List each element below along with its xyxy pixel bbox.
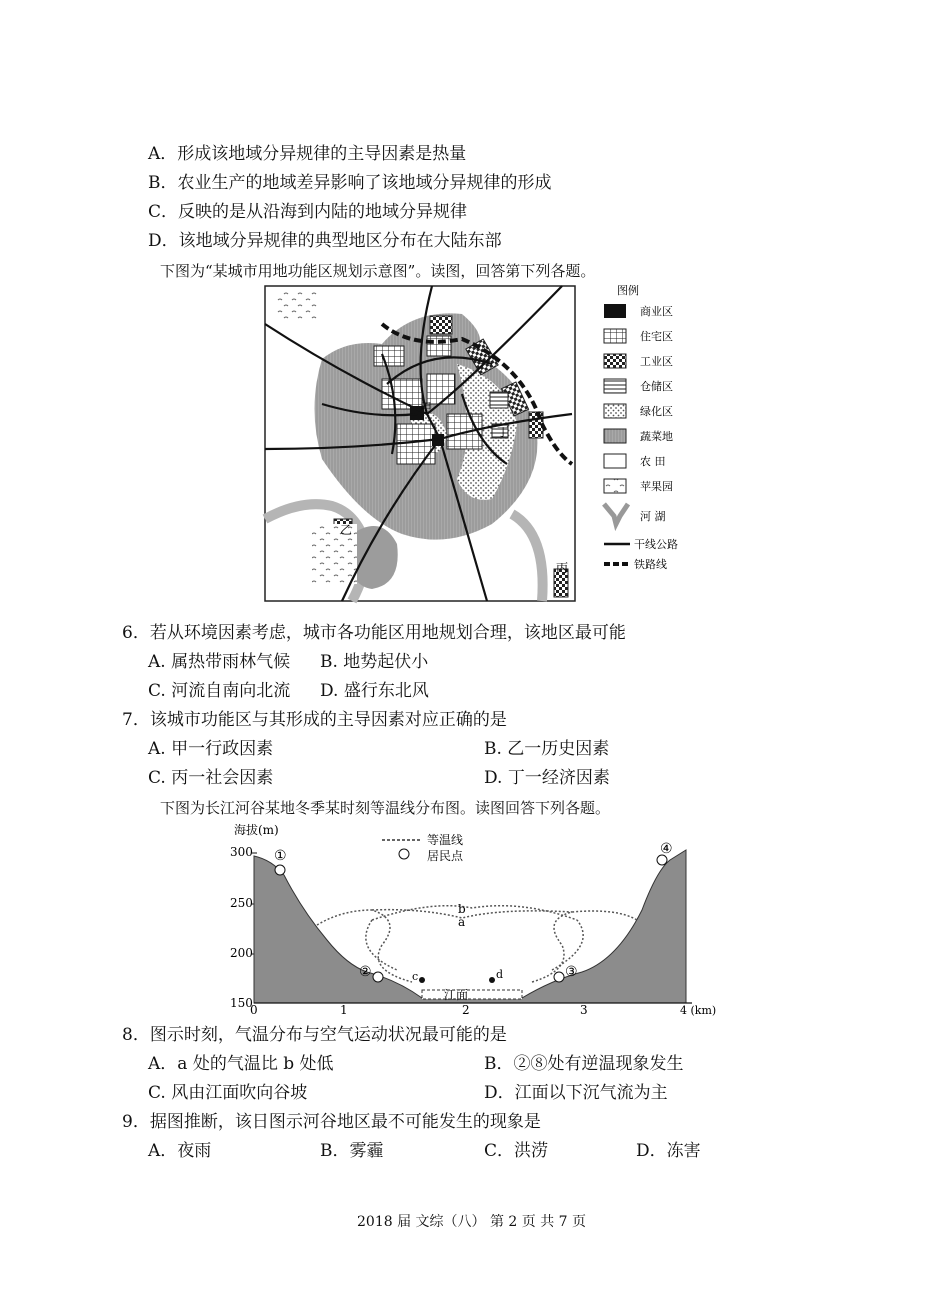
q8-option-a: A．a 处的气温比 b 处低 (148, 1054, 334, 1074)
label-bing: 丙 (556, 561, 569, 575)
q5-option-a: A．形成该地域分异规律的主导因素是热量 (148, 144, 467, 164)
q8-option-b: B．②⑧处有逆温现象发生 (484, 1054, 684, 1074)
q9-option-c: C．洪涝 (484, 1141, 549, 1161)
page-footer: 2018 届 文综（八） 第 2 页 共 7 页 (357, 1214, 587, 1230)
river-surface (422, 990, 522, 999)
svg-text:0: 0 (250, 1003, 258, 1016)
svg-text:3: 3 (580, 1003, 588, 1016)
q9-option-a: A．夜雨 (148, 1141, 212, 1161)
q7-option-d: D. 丁一经济因素 (484, 768, 610, 788)
q6-option-c: C. 河流自南向北流 (148, 681, 291, 701)
svg-text:蔬菜地: 蔬菜地 (640, 430, 673, 443)
svg-text:d: d (496, 968, 504, 981)
city-land-use-map (262, 284, 700, 604)
q5-option-c: C．反映的是从沿海到内陆的地域分异规律 (148, 202, 468, 222)
svg-text:c: c (412, 970, 419, 983)
q6-option-d: D. 盛行东北风 (320, 681, 429, 701)
point-d (489, 977, 495, 983)
settlement-3: ③ (565, 964, 578, 980)
isotherm-b (366, 906, 583, 970)
svg-text:200: 200 (230, 946, 253, 960)
legend-title: 图例 (617, 284, 639, 297)
label-yi: 乙 (340, 523, 353, 537)
curve-a-label: a (458, 915, 466, 929)
svg-text:250: 250 (230, 896, 253, 910)
intro-valley: 下图为长江河谷某地冬季某时刻等温线分布图。读图回答下列各题。 (160, 799, 611, 817)
q7-stem: 7．该城市功能区与其形成的主导因素对应正确的是 (122, 710, 507, 730)
river-label: 江面 (444, 988, 469, 1002)
q5-option-d: D．该地域分异规律的典型地区分布在大陆东部 (148, 231, 502, 251)
svg-text:绿化区: 绿化区 (640, 405, 673, 418)
valley-isotherm-diagram (222, 820, 732, 1016)
q9-option-d: D．冻害 (636, 1141, 701, 1161)
q8-option-c: C. 风由江面吹向谷坡 (148, 1083, 308, 1103)
svg-text:农 田: 农 田 (640, 455, 666, 468)
svg-text:干线公路: 干线公路 (634, 538, 678, 551)
svg-text:铁路线: 铁路线 (634, 558, 667, 571)
svg-text:2: 2 (462, 1003, 470, 1016)
q8-stem: 8．图示时刻，气温分布与空气运动状况最可能的是 (122, 1025, 507, 1045)
q5-option-b: B．农业生产的地域差异影响了该地域分异规律的形成 (148, 173, 552, 193)
legend-settlement: 居民点 (427, 849, 464, 863)
q7-option-b: B. 乙一历史因素 (484, 739, 610, 759)
label-jia: 甲 (420, 401, 433, 415)
map-legend (604, 284, 678, 571)
valley-ground (254, 850, 686, 1003)
q7-option-a: A. 甲一行政因素 (148, 739, 274, 759)
q6-option-a: A. 属热带雨林气候 (148, 652, 291, 672)
label-ding: 丁 (497, 425, 510, 439)
settlement-4: ④ (660, 841, 673, 857)
q8-option-d: D．江面以下沉气流为主 (484, 1083, 668, 1103)
svg-text:商业区: 商业区 (640, 305, 673, 318)
svg-text:1: 1 (340, 1003, 348, 1016)
legend-isotherm: 等温线 (427, 833, 464, 847)
q6-option-b: B. 地势起伏小 (320, 652, 429, 672)
q9-stem: 9．据图推断，该日图示河谷地区最不可能发生的现象是 (122, 1112, 541, 1132)
svg-text:工业区: 工业区 (640, 355, 673, 368)
settlement-1: ① (274, 848, 287, 864)
y-axis-label: 海拔(m) (234, 823, 279, 837)
q9-option-b: B．雾霾 (320, 1141, 384, 1161)
svg-text:4 (km): 4 (km) (680, 1004, 717, 1016)
svg-text:住宅区: 住宅区 (640, 330, 673, 343)
point-c (419, 977, 425, 983)
intro-city-map: 下图为“某城市用地功能区规划示意图”。读图，回答第下列各题。 (160, 262, 596, 280)
svg-text:河 湖: 河 湖 (640, 510, 666, 523)
curve-b-label: b (458, 902, 466, 916)
q6-stem: 6．若从环境因素考虑，城市各功能区用地规划合理，该地区最可能 (122, 623, 626, 643)
q7-option-c: C. 丙一社会因素 (148, 768, 274, 788)
settlement-2: ② (359, 964, 372, 980)
svg-text:150: 150 (230, 996, 253, 1010)
svg-text:苹果园: 苹果园 (640, 480, 673, 493)
svg-text:仓储区: 仓储区 (640, 380, 673, 393)
svg-text:300: 300 (230, 845, 253, 859)
